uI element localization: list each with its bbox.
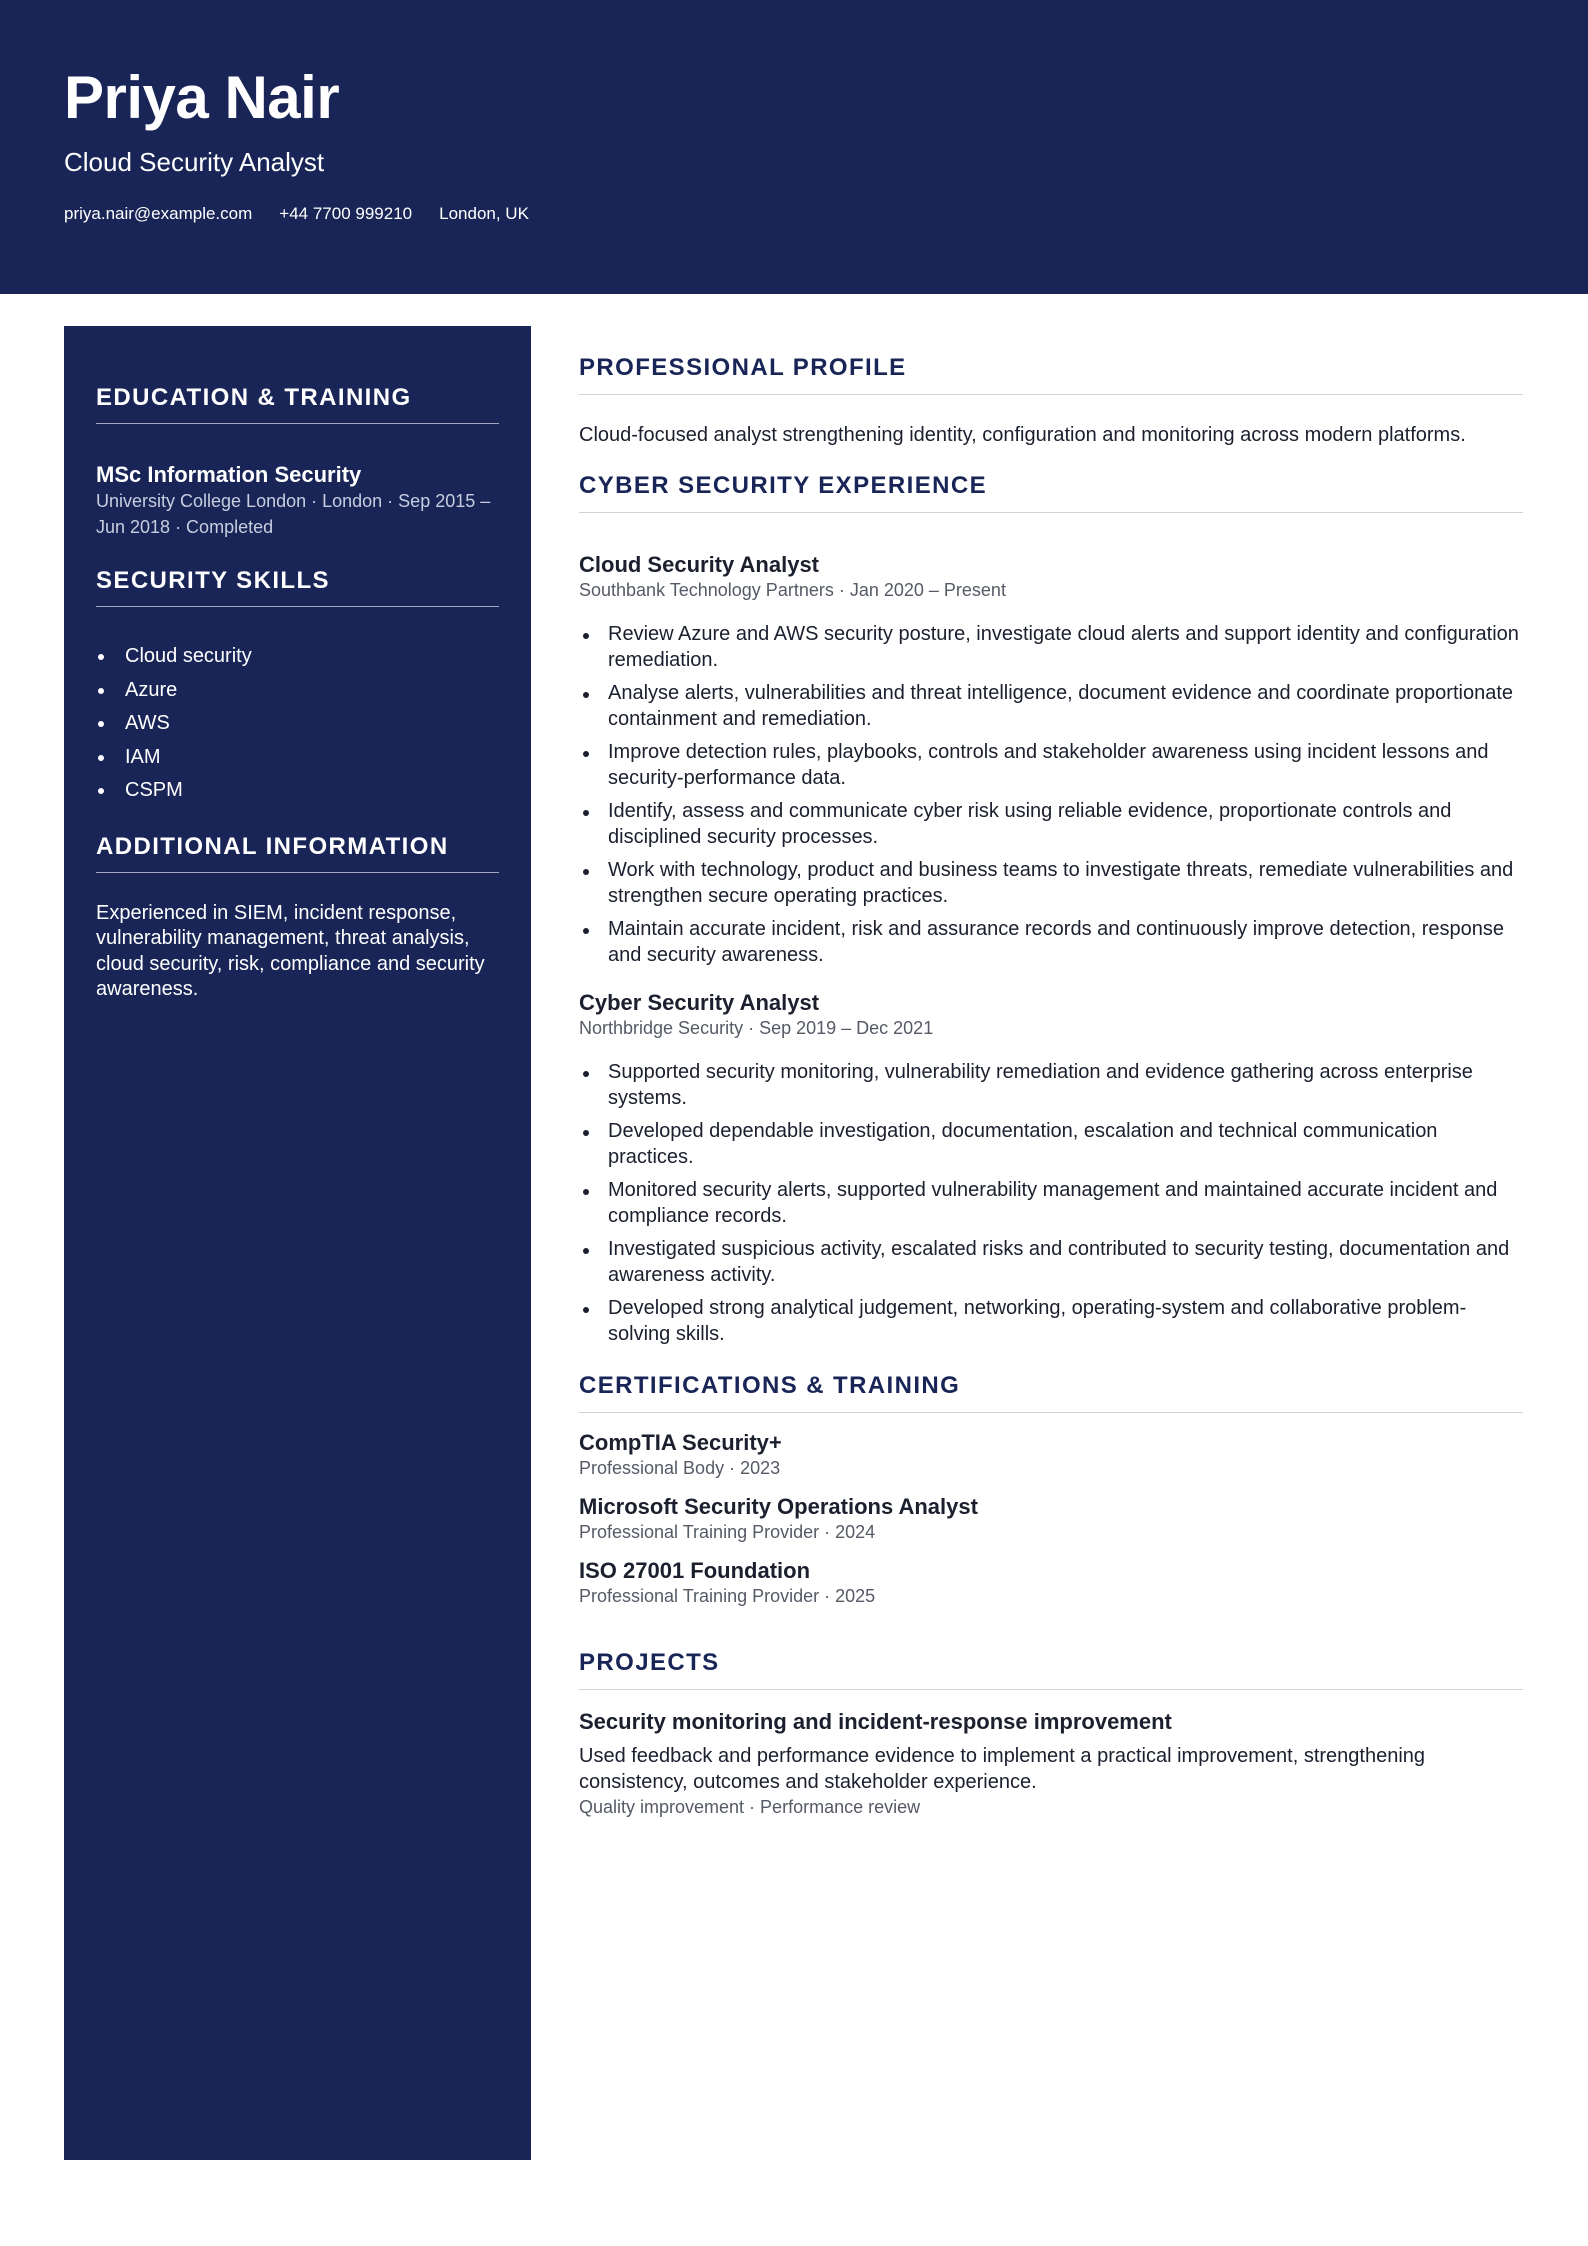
job-meta: Northbridge Security · Sep 2019 – Dec 2021 xyxy=(579,1018,934,1038)
job-bullet: Maintain accurate incident, risk and assurance records and continuously improve detection, response and security awareness. xyxy=(579,917,1523,968)
skills-title: SECURITY SKILLS xyxy=(96,566,499,607)
profile-section xyxy=(579,326,1523,448)
skill-item: Azure xyxy=(96,674,499,708)
sidebar xyxy=(64,326,531,2160)
certifications-title: CERTIFICATIONS & TRAINING xyxy=(579,1371,1523,1413)
additional-section xyxy=(96,832,499,1003)
experience-title: CYBER SECURITY EXPERIENCE xyxy=(579,471,1523,513)
job-bullet: Investigated suspicious activity, escalated risks and contributed to security testing, documentation and awareness activity. xyxy=(579,1237,1523,1288)
job-entry xyxy=(579,990,1523,1347)
cert-name: ISO 27001 Foundation xyxy=(579,1558,811,1583)
cert-meta: Professional Body · 2023 xyxy=(579,1458,781,1478)
project-title: Security monitoring and incident-response improvement xyxy=(579,1709,1172,1734)
project-item xyxy=(579,1709,1523,1819)
job-entry xyxy=(579,552,1523,968)
job-bullet: Monitored security alerts, supported vulnerability management and maintained accurate incident and compliance records. xyxy=(579,1178,1523,1229)
education-degree: MSc Information Security xyxy=(96,462,362,487)
job-bullets xyxy=(579,622,1523,968)
skill-item: CSPM xyxy=(96,774,499,808)
cert-item xyxy=(579,1430,1523,1480)
contact-line xyxy=(64,203,556,225)
cert-item xyxy=(579,1558,1523,1608)
job-bullet: Review Azure and AWS security posture, investigate cloud alerts and support identity and configuration remediation. xyxy=(579,622,1523,673)
project-desc: Used feedback and performance evidence to implement a practical improvement, strengthening consistency, outcomes and stakeholder experience. xyxy=(579,1745,1426,1793)
certifications-section xyxy=(579,1371,1523,1608)
job-bullet: Supported security monitoring, vulnerability remediation and evidence gathering across enterprise systems. xyxy=(579,1060,1523,1111)
profile-text: Cloud-focused analyst strengthening identity, configuration and monitoring across modern platforms. xyxy=(579,424,1466,446)
cert-name: CompTIA Security+ xyxy=(579,1430,782,1455)
cert-meta: Professional Training Provider · 2024 xyxy=(579,1522,876,1542)
cert-name: Microsoft Security Operations Analyst xyxy=(579,1494,978,1519)
profile-title: PROFESSIONAL PROFILE xyxy=(579,353,1523,395)
job-bullet: Developed strong analytical judgement, networking, operating-system and collaborative problem-solving skills. xyxy=(579,1296,1523,1347)
skills-section xyxy=(96,566,499,808)
contact-location: London, UK xyxy=(439,204,529,223)
contact-phone: +44 7700 999210 xyxy=(279,204,413,223)
education-title: EDUCATION & TRAINING xyxy=(96,383,499,424)
skill-item: Cloud security xyxy=(96,640,499,674)
job-bullet: Improve detection rules, playbooks, controls and stakeholder awareness using incident lessons and security-performance data. xyxy=(579,740,1523,791)
main-content xyxy=(579,326,1523,1819)
education-meta: University College London · London · Sep 2015 – Jun 2018 · Completed xyxy=(96,491,491,537)
skill-item: AWS xyxy=(96,707,499,741)
education-section xyxy=(96,326,499,540)
candidate-role: Cloud Security Analyst xyxy=(64,147,325,177)
candidate-name: Priya Nair xyxy=(64,64,340,131)
contact-email: priya.nair@example.com xyxy=(64,204,253,223)
job-bullet: Work with technology, product and business teams to investigate threats, remediate vulnerabilities and strengthen secure operating practices. xyxy=(579,858,1523,909)
resume-header xyxy=(0,0,1588,294)
job-bullet: Developed dependable investigation, documentation, escalation and technical communication practices. xyxy=(579,1119,1523,1170)
additional-title: ADDITIONAL INFORMATION xyxy=(96,832,499,873)
projects-section xyxy=(579,1648,1523,1819)
job-bullet: Analyse alerts, vulnerabilities and threat intelligence, document evidence and coordinate proportionate containment and remediation. xyxy=(579,681,1523,732)
job-bullets xyxy=(579,1060,1523,1347)
projects-title: PROJECTS xyxy=(579,1648,1523,1690)
experience-section xyxy=(579,471,1523,1347)
project-meta: Quality improvement · Performance review xyxy=(579,1797,921,1817)
job-meta: Southbank Technology Partners · Jan 2020 – Present xyxy=(579,580,1006,600)
job-bullet: Identify, assess and communicate cyber risk using reliable evidence, proportionate controls and disciplined security processes. xyxy=(579,799,1523,850)
job-title: Cloud Security Analyst xyxy=(579,552,820,577)
job-title: Cyber Security Analyst xyxy=(579,990,820,1015)
additional-text: Experienced in SIEM, incident response, vulnerability management, threat analysis, cloud security, risk, compliance and security awareness. xyxy=(96,901,485,1000)
skills-list xyxy=(96,640,499,808)
cert-meta: Professional Training Provider · 2025 xyxy=(579,1586,876,1606)
skill-item: IAM xyxy=(96,741,499,775)
cert-item xyxy=(579,1494,1523,1544)
